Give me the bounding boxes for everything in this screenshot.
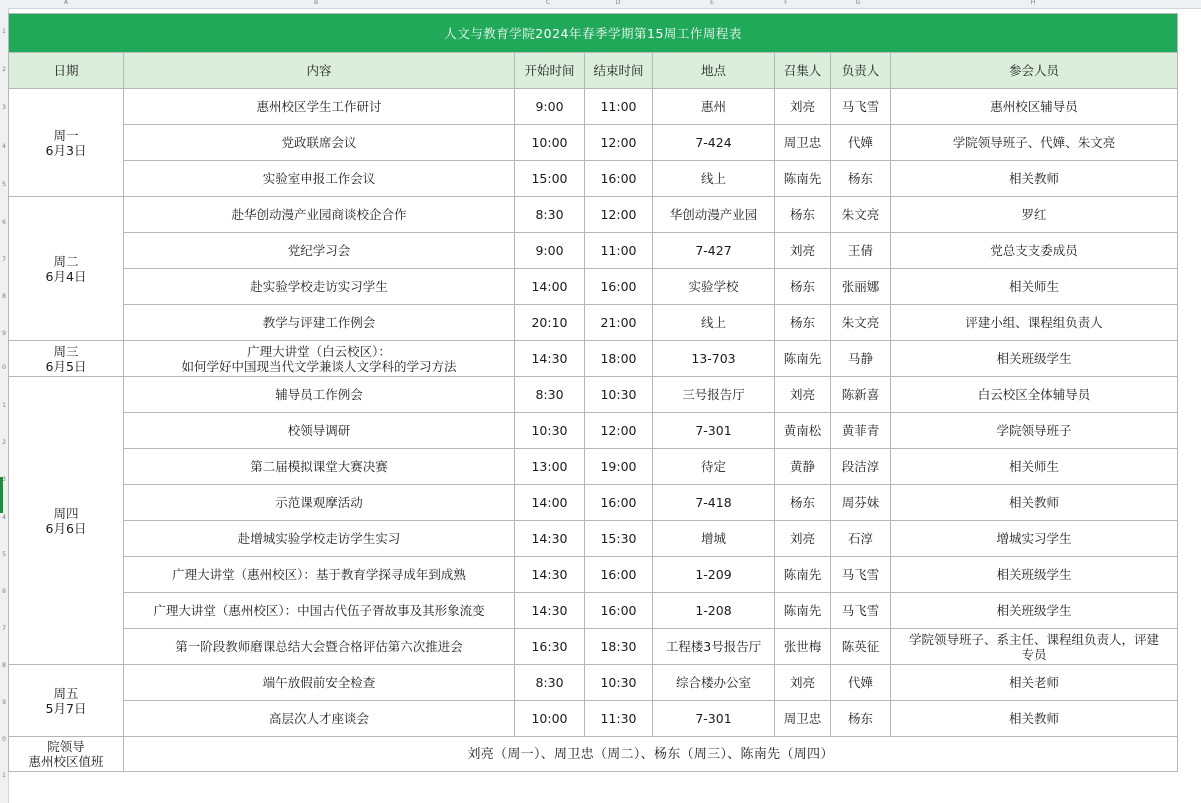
location-cell[interactable]: 线上 <box>653 305 775 341</box>
attendees-cell[interactable]: 党总支支委成员 <box>891 233 1178 269</box>
day-name: 周四 <box>53 505 79 521</box>
attendees-cell[interactable]: 相关班级学生 <box>891 341 1178 377</box>
content-cell[interactable]: 广理大讲堂（惠州校区）：基于教育学探寻成年到成熟 <box>124 557 515 593</box>
row-number[interactable]: 2 <box>2 439 6 446</box>
start-time-cell[interactable]: 10:00 <box>515 701 585 737</box>
header-location[interactable]: 地点 <box>653 53 775 89</box>
day-cell[interactable] <box>9 665 124 737</box>
end-time-cell[interactable]: 16:00 <box>585 593 653 629</box>
attendees-cell[interactable]: 罗红 <box>891 197 1178 233</box>
schedule-row <box>9 161 1178 197</box>
start-time-cell[interactable]: 14:30 <box>515 521 585 557</box>
day-date: 6月5日 <box>45 358 87 374</box>
row-number[interactable]: 2 <box>2 66 6 73</box>
owner-cell[interactable]: 黄菲青 <box>831 413 891 449</box>
owner-cell[interactable]: 朱文亮 <box>831 197 891 233</box>
end-time-cell[interactable]: 19:00 <box>585 449 653 485</box>
owner-cell[interactable]: 代嬅 <box>831 125 891 161</box>
end-time-cell[interactable]: 16:00 <box>585 269 653 305</box>
convener-cell[interactable]: 陈南先 <box>775 593 831 629</box>
column-letter[interactable]: B <box>313 0 319 6</box>
content-cell[interactable]: 赴华创动漫产业园商谈校企合作 <box>124 197 515 233</box>
row-number[interactable]: 0 <box>2 364 6 371</box>
attendees-cell[interactable]: 学院领导班子 <box>891 413 1178 449</box>
schedule-row <box>9 341 1178 377</box>
content-cell[interactable]: 高层次人才座谈会 <box>124 701 515 737</box>
duty-label-cell[interactable] <box>9 737 124 772</box>
end-time-cell[interactable]: 11:00 <box>585 233 653 269</box>
owner-cell[interactable]: 马飞雪 <box>831 593 891 629</box>
content-cell[interactable]: 校领导调研 <box>124 413 515 449</box>
content-cell[interactable]: 赴增城实验学校走访学生实习 <box>124 521 515 557</box>
content-cell[interactable]: 广理大讲堂（惠州校区）：中国古代伍子胥故事及其形象流变 <box>124 593 515 629</box>
row-number[interactable]: 6 <box>2 219 6 226</box>
content-cell[interactable]: 实验室申报工作会议 <box>124 161 515 197</box>
location-cell[interactable]: 待定 <box>653 449 775 485</box>
start-time-cell[interactable]: 9:00 <box>515 89 585 125</box>
location-cell[interactable]: 7-301 <box>653 413 775 449</box>
row-number[interactable]: 7 <box>2 256 6 263</box>
start-time-cell[interactable]: 8:30 <box>515 377 585 413</box>
content-cell[interactable]: 第二届模拟课堂大赛决赛 <box>124 449 515 485</box>
header-convener[interactable]: 召集人 <box>775 53 831 89</box>
content-cell[interactable]: 端午放假前安全检查 <box>124 665 515 701</box>
column-letter[interactable]: A <box>63 0 69 6</box>
convener-cell[interactable]: 杨东 <box>775 269 831 305</box>
header-row <box>9 53 1178 89</box>
location-cell[interactable]: 三号报告厅 <box>653 377 775 413</box>
content-cell[interactable]: 第一阶段教师磨课总结大会暨合格评估第六次推进会 <box>124 629 515 665</box>
convener-cell[interactable]: 杨东 <box>775 197 831 233</box>
row-number[interactable]: 9 <box>2 330 6 337</box>
duty-label-1: 院领导 <box>47 739 85 754</box>
convener-cell[interactable]: 刘亮 <box>775 233 831 269</box>
location-cell[interactable]: 线上 <box>653 161 775 197</box>
content-cell[interactable]: 党政联席会议 <box>124 125 515 161</box>
convener-cell[interactable]: 陈南先 <box>775 341 831 377</box>
day-date: 6月4日 <box>45 268 87 284</box>
owner-cell[interactable]: 马飞雪 <box>831 89 891 125</box>
convener-cell[interactable]: 刘亮 <box>775 521 831 557</box>
schedule-row <box>9 413 1178 449</box>
start-time-cell[interactable]: 10:30 <box>515 413 585 449</box>
owner-cell[interactable]: 段洁淳 <box>831 449 891 485</box>
header-owner[interactable]: 负责人 <box>831 53 891 89</box>
header-start[interactable]: 开始时间 <box>515 53 585 89</box>
attendees-cell[interactable]: 相关师生 <box>891 449 1178 485</box>
convener-cell[interactable]: 张世梅 <box>775 629 831 665</box>
header-end[interactable]: 结束时间 <box>585 53 653 89</box>
location-cell[interactable]: 7-418 <box>653 485 775 521</box>
row-number[interactable]: 0 <box>2 736 6 743</box>
header-content[interactable]: 内容 <box>124 53 515 89</box>
schedule-row <box>9 197 1178 233</box>
start-time-cell[interactable]: 20:10 <box>515 305 585 341</box>
end-time-cell[interactable]: 16:00 <box>585 161 653 197</box>
day-name: 周二 <box>53 253 79 269</box>
attendees-cell[interactable]: 增城实习学生 <box>891 521 1178 557</box>
location-cell[interactable]: 7-301 <box>653 701 775 737</box>
end-time-cell[interactable]: 12:00 <box>585 413 653 449</box>
location-cell[interactable]: 增城 <box>653 521 775 557</box>
header-attendees[interactable]: 参会人员 <box>891 53 1178 89</box>
schedule-row <box>9 449 1178 485</box>
row-number[interactable]: 6 <box>2 588 6 595</box>
row-number[interactable]: 4 <box>2 143 6 150</box>
attendees-line-1: 学院领导班子、系主任、课程组负责人，评建 <box>909 631 1160 647</box>
schedule-row <box>9 593 1178 629</box>
attendees-cell[interactable]: 相关师生 <box>891 269 1178 305</box>
attendees-line-2: 专员 <box>1021 646 1047 662</box>
owner-cell[interactable]: 石淳 <box>831 521 891 557</box>
schedule-row <box>9 89 1178 125</box>
start-time-cell[interactable]: 14:00 <box>515 485 585 521</box>
end-time-cell[interactable]: 18:00 <box>585 341 653 377</box>
location-cell[interactable]: 实验学校 <box>653 269 775 305</box>
location-cell[interactable]: 1-209 <box>653 557 775 593</box>
owner-cell[interactable]: 周芬妹 <box>831 485 891 521</box>
schedule-row <box>9 125 1178 161</box>
owner-cell[interactable]: 代嬅 <box>831 665 891 701</box>
start-time-cell[interactable]: 10:00 <box>515 125 585 161</box>
day-date: 6月3日 <box>45 142 87 158</box>
schedule-table <box>8 13 1178 772</box>
column-letter[interactable]: E <box>710 0 714 6</box>
end-time-cell[interactable]: 18:30 <box>585 629 653 665</box>
schedule-row <box>9 269 1178 305</box>
title-row <box>9 14 1178 53</box>
row-number[interactable]: 3 <box>2 476 6 483</box>
owner-cell[interactable]: 王倩 <box>831 233 891 269</box>
content-line-1: 广理大讲堂（白云校区）： <box>247 343 391 359</box>
end-time-cell[interactable]: 10:30 <box>585 665 653 701</box>
start-time-cell[interactable]: 14:30 <box>515 593 585 629</box>
end-time-cell[interactable]: 11:30 <box>585 701 653 737</box>
owner-cell[interactable]: 张丽娜 <box>831 269 891 305</box>
schedule-row <box>9 485 1178 521</box>
end-time-cell[interactable]: 16:00 <box>585 557 653 593</box>
day-name: 周一 <box>53 127 79 143</box>
attendees-cell[interactable]: 相关班级学生 <box>891 593 1178 629</box>
content-cell[interactable]: 赴实验学校走访实习学生 <box>124 269 515 305</box>
day-name: 周五 <box>53 685 79 701</box>
attendees-cell[interactable]: 评建小组、课程组负责人 <box>891 305 1178 341</box>
convener-cell[interactable]: 刘亮 <box>775 377 831 413</box>
location-cell[interactable]: 工程楼3号报告厅 <box>653 629 775 665</box>
schedule-row <box>9 665 1178 701</box>
convener-cell[interactable]: 杨东 <box>775 305 831 341</box>
content-cell[interactable]: 惠州校区学生工作研讨 <box>124 89 515 125</box>
schedule-row <box>9 521 1178 557</box>
day-cell[interactable] <box>9 89 124 197</box>
day-cell[interactable] <box>9 341 124 377</box>
owner-cell[interactable]: 陈新喜 <box>831 377 891 413</box>
row-number[interactable]: 4 <box>2 514 6 521</box>
attendees-cell[interactable]: 相关老师 <box>891 665 1178 701</box>
start-time-cell[interactable]: 13:00 <box>515 449 585 485</box>
row-number[interactable]: 1 <box>2 772 6 779</box>
end-time-cell[interactable]: 10:30 <box>585 377 653 413</box>
row-number[interactable]: 5 <box>2 181 6 188</box>
location-cell[interactable]: 13-703 <box>653 341 775 377</box>
location-cell[interactable]: 华创动漫产业园 <box>653 197 775 233</box>
content-cell[interactable]: 党纪学习会 <box>124 233 515 269</box>
duty-text-cell[interactable]: 刘亮（周一）、周卫忠（周二）、杨东（周三）、陈南先（周四） <box>124 737 1178 772</box>
end-time-cell[interactable]: 16:00 <box>585 485 653 521</box>
owner-cell[interactable]: 朱文亮 <box>831 305 891 341</box>
owner-cell[interactable]: 马飞雪 <box>831 557 891 593</box>
row-number[interactable]: 8 <box>2 662 6 669</box>
header-date[interactable]: 日期 <box>9 53 124 89</box>
day-date: 5月7日 <box>45 700 87 716</box>
day-cell[interactable] <box>9 197 124 341</box>
location-cell[interactable]: 惠州 <box>653 89 775 125</box>
convener-cell[interactable]: 黄静 <box>775 449 831 485</box>
schedule-row <box>9 629 1178 665</box>
start-time-cell[interactable]: 8:30 <box>515 197 585 233</box>
location-cell[interactable]: 1-208 <box>653 593 775 629</box>
attendees-cell[interactable]: 惠州校区辅导员 <box>891 89 1178 125</box>
start-time-cell[interactable]: 14:30 <box>515 341 585 377</box>
end-time-cell[interactable]: 11:00 <box>585 89 653 125</box>
duty-row <box>9 737 1178 772</box>
row-number[interactable]: 3 <box>2 104 6 111</box>
owner-cell[interactable]: 马静 <box>831 341 891 377</box>
attendees-cell[interactable]: 相关教师 <box>891 485 1178 521</box>
schedule-row <box>9 557 1178 593</box>
column-letter[interactable]: C <box>545 0 551 6</box>
start-time-cell[interactable]: 14:00 <box>515 269 585 305</box>
row-number[interactable]: 5 <box>2 551 6 558</box>
convener-cell[interactable]: 周卫忠 <box>775 701 831 737</box>
day-date: 6月6日 <box>45 520 87 536</box>
column-letter[interactable]: H <box>1030 0 1036 6</box>
start-time-cell[interactable]: 9:00 <box>515 233 585 269</box>
content-cell[interactable]: 教学与评建工作例会 <box>124 305 515 341</box>
column-header-bar <box>0 0 1201 9</box>
location-cell[interactable]: 综合楼办公室 <box>653 665 775 701</box>
end-time-cell[interactable]: 12:00 <box>585 125 653 161</box>
end-time-cell[interactable]: 12:00 <box>585 197 653 233</box>
location-cell[interactable]: 7-427 <box>653 233 775 269</box>
content-line-2: 如何学好中国现当代文学兼谈人文学科的学习方法 <box>181 358 457 374</box>
column-letter[interactable]: F <box>784 0 788 6</box>
owner-cell[interactable]: 杨东 <box>831 701 891 737</box>
day-cell[interactable] <box>9 377 124 665</box>
row-number[interactable]: 1 <box>2 402 6 409</box>
column-letter[interactable]: D <box>615 0 621 6</box>
schedule-row <box>9 233 1178 269</box>
schedule-row <box>9 377 1178 413</box>
start-time-cell[interactable]: 8:30 <box>515 665 585 701</box>
start-time-cell[interactable]: 16:30 <box>515 629 585 665</box>
content-cell[interactable]: 示范课观摩活动 <box>124 485 515 521</box>
convener-cell[interactable]: 刘亮 <box>775 665 831 701</box>
schedule-row <box>9 701 1178 737</box>
row-number[interactable]: 7 <box>2 625 6 632</box>
convener-cell[interactable]: 周卫忠 <box>775 125 831 161</box>
convener-cell[interactable]: 杨东 <box>775 485 831 521</box>
convener-cell[interactable]: 黄南松 <box>775 413 831 449</box>
sheet-title[interactable]: 人文与教育学院2024年春季学期第15周工作周程表 <box>9 14 1178 53</box>
row-number[interactable]: 1 <box>2 28 6 35</box>
owner-cell[interactable]: 杨东 <box>831 161 891 197</box>
column-letter[interactable]: G <box>855 0 861 6</box>
day-name: 周三 <box>53 343 79 359</box>
start-time-cell[interactable]: 14:30 <box>515 557 585 593</box>
attendees-cell[interactable]: 相关教师 <box>891 161 1178 197</box>
end-time-cell[interactable]: 15:30 <box>585 521 653 557</box>
owner-cell[interactable]: 陈英征 <box>831 629 891 665</box>
end-time-cell[interactable]: 21:00 <box>585 305 653 341</box>
row-number[interactable]: 8 <box>2 293 6 300</box>
content-cell[interactable]: 辅导员工作例会 <box>124 377 515 413</box>
convener-cell[interactable]: 陈南先 <box>775 161 831 197</box>
convener-cell[interactable]: 陈南先 <box>775 557 831 593</box>
row-number[interactable]: 9 <box>2 699 6 706</box>
location-cell[interactable]: 7-424 <box>653 125 775 161</box>
start-time-cell[interactable]: 15:00 <box>515 161 585 197</box>
attendees-cell[interactable]: 学院领导班子、代嬅、朱文亮 <box>891 125 1178 161</box>
attendees-cell[interactable]: 白云校区全体辅导员 <box>891 377 1178 413</box>
attendees-cell[interactable]: 相关教师 <box>891 701 1178 737</box>
content-cell[interactable] <box>124 341 515 377</box>
convener-cell[interactable]: 刘亮 <box>775 89 831 125</box>
schedule-row <box>9 305 1178 341</box>
attendees-cell[interactable]: 相关班级学生 <box>891 557 1178 593</box>
attendees-cell[interactable] <box>891 629 1178 665</box>
duty-label-2: 惠州校区值班 <box>28 754 104 769</box>
